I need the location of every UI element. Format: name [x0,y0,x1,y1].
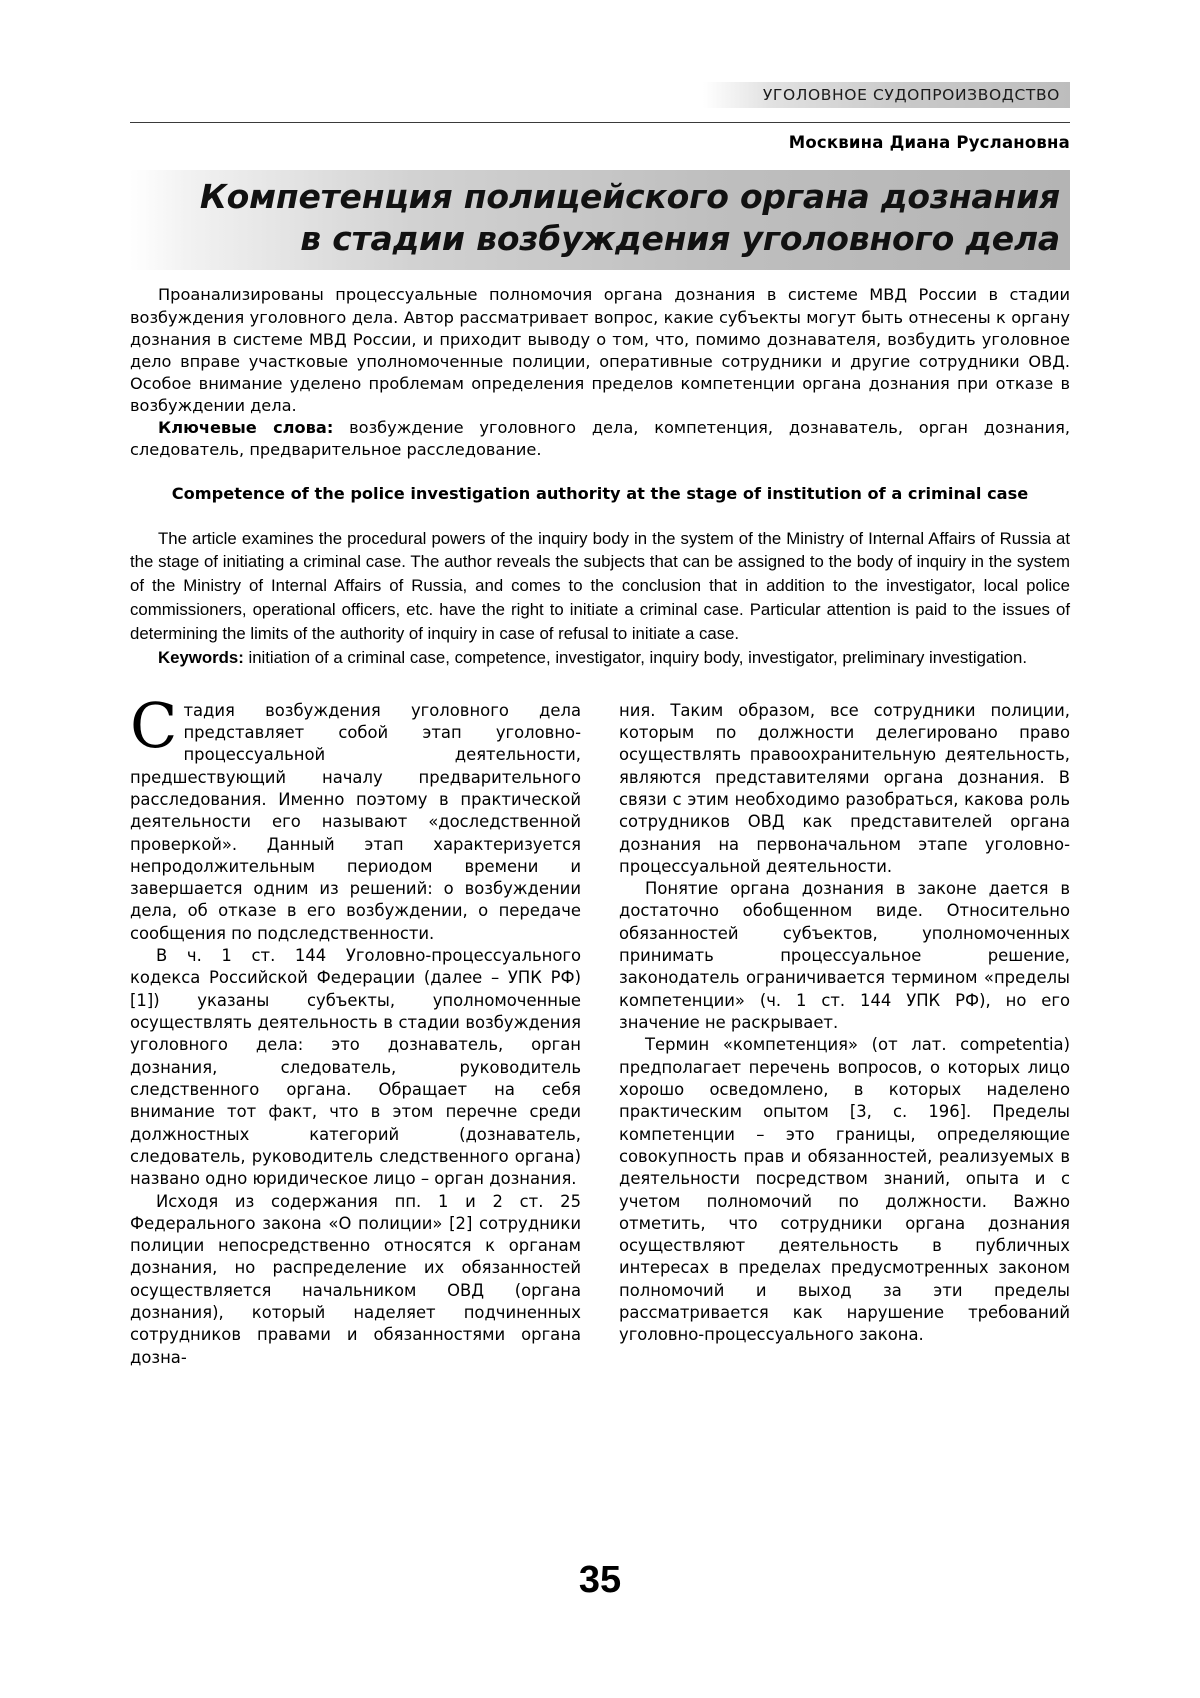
running-head-band [703,82,1070,108]
abstract-russian-text: Проанализированы процессуальные полномочия органа дознания в системе МВД России в стадии возбуждения уголовного дела. Автор рассматривает вопрос, какие субъекты могут быть отнесены к органу дознания в системе МВД России, и приходит выводу о том, что, помимо дознавателя, возбудить уголовное дело вправе участковые уполномоченные полиции, оперативные сотрудники и другие сотрудники ОВД. Особое внимание уделено проблемам определения пределов компетенции органа дознания при отказе в возбуждении дела. [130,285,1070,415]
article-title-line-2: в стадии возбуждения уголовного дела [300,219,1060,259]
body-paragraph: Исходя из содержания пп. 1 и 2 ст. 25 Федерального закона «О полиции» [2] сотрудники полиции непосредственно относятся к органам дознания, но распределение их обязанностей осуществляется начальником ОВД (органа дознания), который наделяет подчиненных сотрудников правами и обязанностями органа дозна- [130,1191,581,1367]
body-paragraph: Термин «компетенция» (от лат. competentia) предполагает перечень вопросов, о которых лицо хорошо осведомлено, в которых наделено практическим опытом [3, с. 196]. Пределы компетенции – это границы, определяющие совокупность прав и обязанностей, реализуемых в деятельности посредством знаний, опыта и с учетом полномочий по должности. Важно отметить, что сотрудники органа дознания осуществляют деятельность в публичных интересах в пределах предусмотренных законом полномочий и выход за эти пределы рассматривается как нарушение требований уголовно-процессуального закона. [619,1035,1070,1345]
body-paragraph: В ч. 1 ст. 144 Уголовно-процессуального кодекса Российской Федерации (далее – УПК РФ) [1]) указаны субъекты, уполномоченные осуществлять деятельность в стадии возбуждения уголовного дела: это дознаватель, орган дознания, следователь, руководитель следственного органа. Обращает на себя внимание тот факт, что в этом перечне среди должностных категорий (дознаватель, следователь, руководитель следственного органа) названо одно юридическое лицо – орган дознания. [130,946,581,1189]
article-title-english: Competence of the police investigation authority at the stage of institution of a criminal case [171,483,1029,503]
keywords-english [130,646,1070,670]
keywords-russian-value: возбуждение уголовного дела, компетенция, дознаватель, орган дознания, следователь, предварительное расследование. [130,417,1070,459]
running-head [130,82,1070,108]
article-title-line-1: Компетенция полицейского органа дознания [199,177,1060,216]
keywords-english-value: initiation of a criminal case, competence, investigator, inquiry body, investigator, preliminary investigation. [243,647,1027,667]
author-name: Москвина Диана Руслановна [788,133,1070,152]
body-column-left [130,688,581,1369]
article-title [130,170,1070,270]
keywords-russian [130,417,1070,461]
page-number: 35 [578,1559,622,1601]
body-paragraph: Понятие органа дознания в законе дается в достаточно обобщенном виде. Относительно обязанностей субъектов, уполномоченных принимать процессуальное решение, законодатель ограничивается термином «пределы компетенции» (ч. 1 ст. 144 УПК РФ), но его значение не раскрывает. [619,879,1070,1033]
abstract-english [130,527,1070,670]
body-paragraph: ния. Таким образом, все сотрудники полиции, которым по должности делегировано право осуществлять правоохранительную деятельность, являются представителями органа дознания. В связи с этим необходимо разобраться, какова роль сотрудников ОВД как представителей органа дознания на первоначальном этапе уголовно-процессуальной деятельности. [619,700,1070,876]
keywords-english-label: Keywords: [158,647,244,667]
abstract-russian [130,284,1070,460]
abstract-english-text: The article examines the procedural powers of the inquiry body in the system of the Ministry of Internal Affairs of Russia at the stage of initiating a criminal case. The author reveals the subjects that can be assigned to the body of inquiry in the system of the Ministry of Internal Affairs of Russia, and comes to the conclusion that in addition to the investigator, local police commissioners, operational officers, etc. have the right to initiate a criminal case. Particular attention is paid to the issues of determining the limits of the authority of inquiry in case of refusal to initiate a case. [130,528,1070,643]
keywords-russian-label: Ключевые слова: [158,417,334,437]
body-columns [130,688,1070,1369]
body-column-right [619,700,1070,1369]
running-head-text: УГОЛОВНОЕ СУДОПРОИЗВОДСТВО [762,86,1060,104]
drop-cap: С [130,688,178,762]
header-divider [130,122,1070,123]
body-paragraph [130,688,581,945]
body-paragraph-text: тадия возбуждения уголовного дела представляет собой этап уголовно-процессуальной деятельности, предшествующий началу предварительного расследования. Именно поэтому в практической деятельности его называют «доследственной проверкой». Данный этап характеризуется непродолжительным периодом времени и завершается одним из решений: о возбуждении дела, об отказе в его возбуждении, о передаче сообщения по подследственности. [130,700,581,943]
